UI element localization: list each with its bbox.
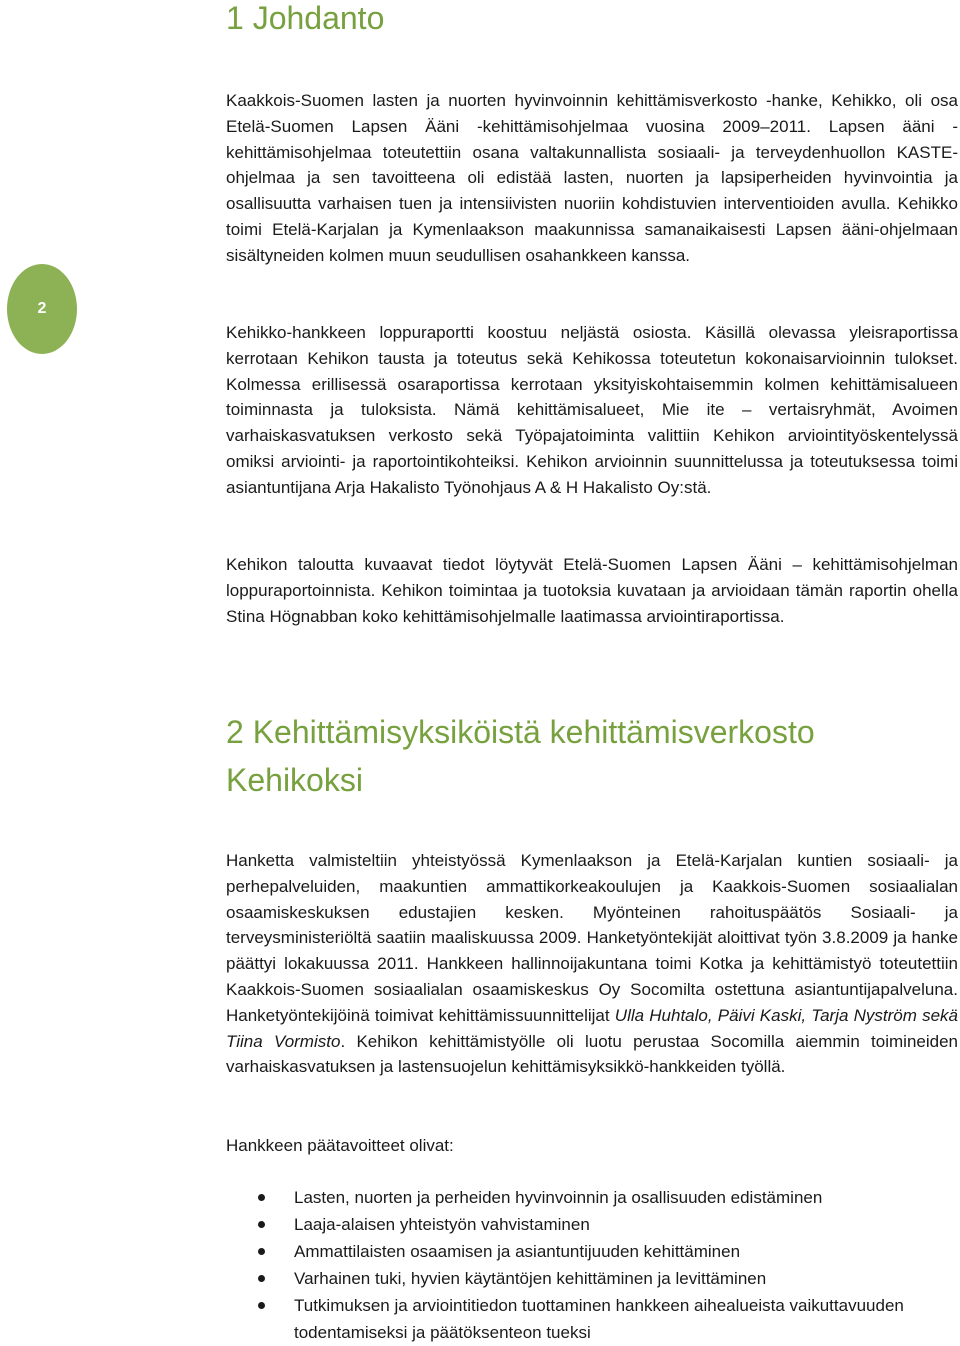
page-number-badge: [7, 264, 77, 354]
intro-paragraph-3: Kehikon taloutta kuvaavat tiedot löytyvät Etelä-Suomen Lapsen Ääni – kehittämisohjelman loppuraportoinnista. Kehikon toimintaa ja tuotoksia kuvataan ja arvioidaan tämän raportin ohella Stina Högnabban koko kehittämisohjelmalle laatimassa arviointiraportissa.: [226, 555, 958, 626]
goal-item: Ammattilaisten osaamisen ja asiantuntijuuden kehittäminen: [226, 1238, 958, 1265]
background-text-part-2: . Kehikon kehittämistyölle oli luotu perustaa Socomilla aiemmin toimineiden varhaiskasvatuksen ja lastensuojelun kehittämisyksikkö-hankkeiden työllä.: [226, 1031, 958, 1077]
goal-item: Tutkimuksen ja arviointitiedon tuottaminen hankkeen aihealueista vaikuttavuuden todentamiseksi ja päätöksenteon tueksi: [226, 1292, 958, 1346]
goal-item: Lasten, nuorten ja perheiden hyvinvoinnin ja osallisuuden edistäminen: [226, 1184, 958, 1211]
section-1-heading: 1 Johdanto: [226, 0, 385, 36]
goal-item: Laaja-alaisen yhteistyön vahvistaminen: [226, 1211, 958, 1238]
goals-list: [226, 1184, 958, 1346]
intro-paragraph-2: Kehikko-hankkeen loppuraportti koostuu neljästä osiosta. Käsillä olevassa yleisraportissa kerrotaan Kehikon tausta ja toteutus sekä Kehikossa toteutetun kokonaisarvioinnin tulokset. Kolmessa erillisessä osaraportissa kerrotaan yksityiskohtaisemmin kolmen kehittämisalueen toiminnasta ja tuloksista. Nämä kehittämisalueet, Mie ite – vertaisryhmät, Avoimen varhaiskasvatuksen verkosto sekä Työpajatoiminta valittiin Kehikon arviointityöskentelyssä omiksi arviointi- ja raportointikohteiksi. Kehikon arvioinnin suunnittelussa ja toteutuksessa toimi asiantuntijana Arja Hakalisto Työnohjaus A & H Hakalisto Oy:stä.: [226, 323, 958, 497]
goal-item: Varhainen tuki, hyvien käytäntöjen kehittäminen ja levittäminen: [226, 1265, 958, 1292]
project-workers-names: Ulla Huhtalo, Päivi Kaski, Tarja Nyström sekä Tiina Vormisto: [226, 1005, 958, 1051]
section-2-heading: 2 Kehittämisyksiköistä kehittämisverkosto Kehikoksi: [226, 714, 815, 798]
page-number: 2: [37, 300, 47, 317]
goals-intro: Hankkeen päätavoitteet olivat:: [226, 1136, 454, 1155]
background-text-part-1: Hanketta valmisteltiin yhteistyössä Kymenlaakson ja Etelä-Karjalan kuntien sosiaali- ja perhepalveluiden, maakuntien ammattikorkeakoulujen ja Kaakkois-Suomen sosiaalialan osaamiskeskuksen edustajien kesken. Myönteinen rahoituspäätös Sosiaali- ja terveysministeriöltä saatiin maaliskuussa 2009. Hanketyöntekijät aloittivat työn 3.8.2009 ja hanke päättyi lokakuussa 2011. Hankkeen hallinnoijakuntana toimi Kotka ja kehittämistyö toteutettiin Kaakkois-Suomen sosiaalialan osaamiskeskus Oy Socomilta ostettuna asiantuntijapalveluna. Hanketyöntekijöinä toimivat kehittämissuunnittelijat: [226, 851, 958, 1025]
intro-paragraph-1: Kaakkois-Suomen lasten ja nuorten hyvinvoinnin kehittämisverkosto -hanke, Kehikko, oli osa Etelä-Suomen Lapsen Ääni -kehittämisohjelmaa vuosina 2009–2011. Lapsen ääni -kehittämisohjelmaa toteutettiin osana valtakunnallista sosiaali- ja terveydenhuollon KASTE-ohjelmaa ja sen tavoitteena oli edistää lasten, nuorten ja lapsiperheiden hyvinvointia ja osallisuutta varhaisen tuen ja intensiivisten nuoriin kohdistuvien interventioiden avulla. Kehikko toimi Etelä-Karjalan ja Kymenlaakson maakunnissa samanaikaisesti Lapsen ääni-ohjelmaan sisältyneiden kolmen muun seudullisen osahankkeen kanssa.: [226, 91, 958, 265]
background-paragraph: [226, 848, 958, 1080]
